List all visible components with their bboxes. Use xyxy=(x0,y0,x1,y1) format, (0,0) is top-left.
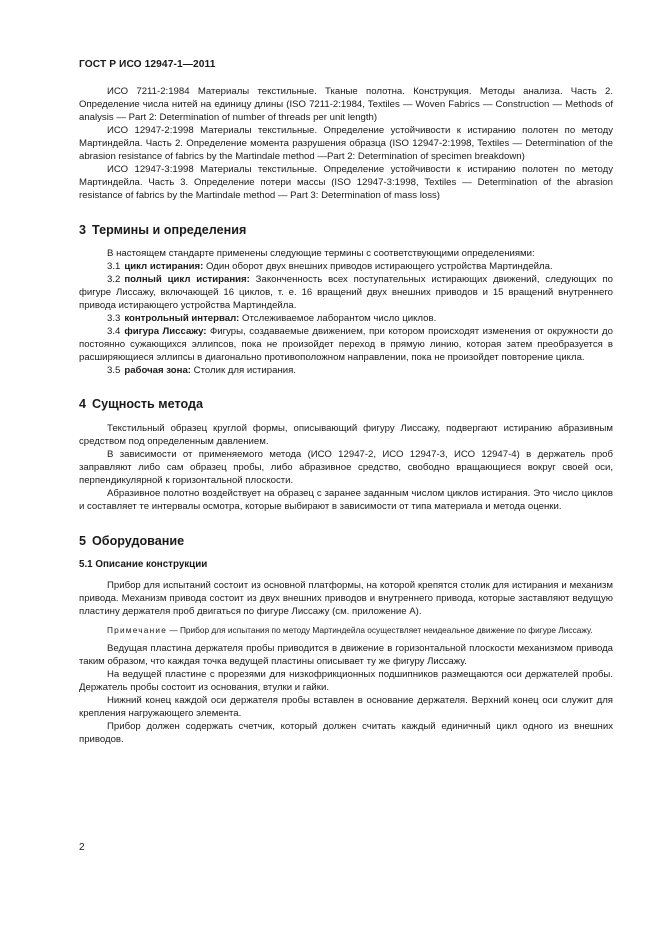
term-name: полный цикл истирания: xyxy=(124,274,250,285)
term-definition: Фигуры, создаваемые движением, при котором происходят изменения от окружности до постоянно сужающихся эллипсов, пока не произойдет переход в прямую линию, которая затем преобразуется в расширяющиеся эллипсы в диагонально противоположном направлении, пока не произойдет повторение цикла. xyxy=(79,326,613,363)
section-3-number: 3 xyxy=(79,223,87,237)
term-name: фигура Лиссажу: xyxy=(124,326,207,337)
term-definition: Законченность всех поступательных истирающих движений, следующих по фигуре Лиссажу, включающей 16 циклов, т. е. 16 вращений двух внешних приводов и 15 вращений внутреннего привода истирающего устройства Мартиндейла. xyxy=(79,274,613,311)
section-5-title: Оборудование xyxy=(92,534,185,548)
section-4-title: Сущность метода xyxy=(92,397,203,411)
term-number: 3.2 xyxy=(107,274,121,285)
section-4-number: 4 xyxy=(79,397,87,411)
term-number: 3.4 xyxy=(107,326,121,337)
term-3-4 xyxy=(79,325,613,364)
section-4-paragraph: Текстильный образец круглой формы, описывающий фигуру Лиссажу, подвергают истиранию абразивным средством под определенным давлением. xyxy=(79,423,613,447)
section-3-intro: В настоящем стандарте применены следующие термины с соответствующими определениями: xyxy=(107,248,535,259)
standard-header: ГОСТ Р ИСО 12947-1—2011 xyxy=(79,59,216,70)
section-3-title: Термины и определения xyxy=(92,223,247,237)
section-5-paragraph: Прибор должен содержать счетчик, который должен считать каждый единичный цикл одного из внешних приводов. xyxy=(79,721,613,745)
term-3-1 xyxy=(79,260,613,273)
section-4-heading xyxy=(79,396,613,412)
term-definition: Один оборот двух внешних приводов истирающего устройства Мартиндейла. xyxy=(203,261,553,272)
term-name: контрольный интервал: xyxy=(124,313,240,324)
page-number: 2 xyxy=(79,842,85,853)
reference-iso-12947-3: ИСО 12947-3:1998 Материалы текстильные. Определение устойчивости к истиранию полотен по методу Мартиндейла. Часть 3. Определение потери массы (ISO 12947-3:1998, Textiles — Determination of the abrasion resistance of fabrics by the Martindale method — Part 3: Determination of mass loss) xyxy=(79,164,613,201)
subsection-number: 5.1 xyxy=(79,559,93,570)
term-3-3 xyxy=(79,312,613,325)
term-number: 3.5 xyxy=(107,365,121,376)
section-5-paragraph: Нижний конец каждой оси держателя пробы вставлен в основание держателя. Верхний конец оси служит для крепления нагружающего элемента. xyxy=(79,695,613,719)
subsection-5-1-heading xyxy=(79,558,613,571)
section-5-heading xyxy=(79,533,613,549)
term-3-2 xyxy=(79,273,613,312)
term-name: рабочая зона: xyxy=(124,365,191,376)
term-3-5 xyxy=(79,364,613,377)
section-3-heading xyxy=(79,222,613,238)
reference-iso-7211-2: ИСО 7211-2:1984 Материалы текстильные. Тканые полотна. Конструкция. Методы анализа. Часть 2. Определение числа нитей на единицу длины (ISO 7211-2:1984, Textiles — Woven Fabrics — Construction — Methods of analysis — Part 2: Determination of number of threads per unit length) xyxy=(79,86,613,123)
term-number: 3.3 xyxy=(107,313,121,324)
page-content xyxy=(79,85,613,746)
term-definition: Отслеживаемое лаборантом число циклов. xyxy=(239,313,437,324)
section-5-paragraph: Прибор для испытаний состоит из основной платформы, на которой крепятся столик для истирания и механизм привода. Механизм привода состоит из двух внешних приводов и внутреннего привода, которые заставляют ведущую пластину держателя проб двигаться по фигуре Лиссажу (см. приложение А). xyxy=(79,580,613,617)
term-definition: Столик для истирания. xyxy=(190,365,296,376)
section-5-number: 5 xyxy=(79,534,87,548)
note-text: — Прибор для испытания по методу Мартиндейла осуществляет неидеальное движение по фигуре Лиссажу. xyxy=(167,625,593,635)
section-4-paragraph: В зависимости от применяемого метода (ИСО 12947-2, ИСО 12947-3, ИСО 12947-4) в держатель проб заправляют либо сам образец пробы, либо абразивное средство, свободно вращающиеся вокруг своей оси, перпендикулярной к горизонтальной плоскости. xyxy=(79,449,613,486)
section-4-paragraph: Абразивное полотно воздействует на образец с заранее заданным числом циклов истирания. Это число циклов и составляет те интервалы осмотра, которые выбирают в зависимости от типа материала и метода оценки. xyxy=(79,488,613,512)
note-label: Примечание xyxy=(107,625,168,635)
section-5-paragraph: На ведущей пластине с прорезями для низкофрикционных подшипников размещаются оси держателей пробы. Держатель пробы состоит из основания, втулки и гайки. xyxy=(79,669,613,693)
note xyxy=(79,624,613,636)
section-5-paragraph: Ведущая пластина держателя пробы приводится в движение в горизонтальной плоскости механизмом привода таким образом, что каждая точка ведущей пластины описывает ту же фигуру Лиссажу. xyxy=(79,643,613,667)
term-number: 3.1 xyxy=(107,261,121,272)
term-name: цикл истирания: xyxy=(124,261,204,272)
subsection-title: Описание конструкции xyxy=(95,559,208,570)
reference-iso-12947-2: ИСО 12947-2:1998 Материалы текстильные. Определение устойчивости к истиранию полотен по методу Мартиндейла. Часть 2. Определение момента разрушения образца (ISO 12947-2:1998, Textiles — Determination of the abrasion resistance of fabrics by the Martindale method —Part 2: Determination of specimen breakdown) xyxy=(79,125,613,162)
